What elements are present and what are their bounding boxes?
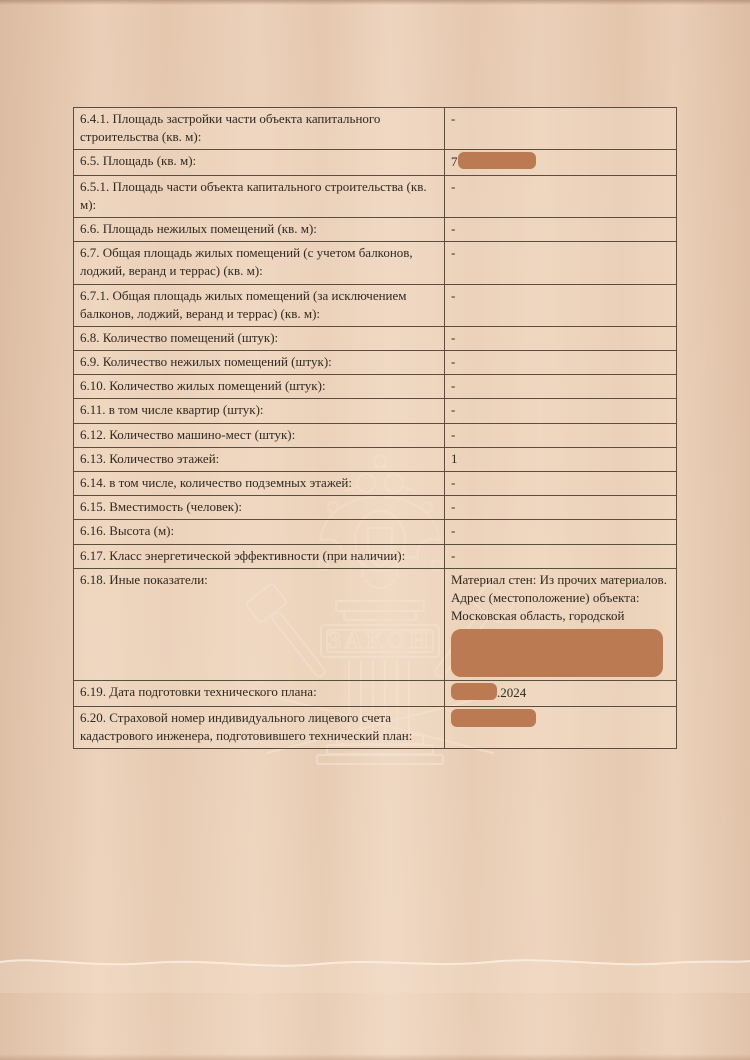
value-text: - [451, 287, 456, 303]
row-value [445, 108, 677, 150]
row-value [445, 681, 677, 706]
table-row [74, 351, 677, 375]
row-label: 6.6. Площадь нежилых помещений (кв. м): [74, 217, 445, 241]
row-value [445, 399, 677, 423]
table-row [74, 681, 677, 706]
row-label: 6.5.1. Площадь части объекта капитального строительства (кв. м): [74, 175, 445, 217]
value-text: - [451, 523, 456, 539]
attributes-table [73, 107, 677, 749]
row-label: 6.10. Количество жилых помещений (штук): [74, 375, 445, 399]
redaction-block [451, 629, 663, 677]
row-label: 6.15. Вместимость (человек): [74, 496, 445, 520]
value-text: - [451, 402, 456, 418]
table-row [74, 150, 677, 175]
table-row [74, 447, 677, 471]
attributes-table-body [74, 108, 677, 749]
row-label: 6.7.1. Общая площадь жилых помещений (за исключением балконов, лоджий, веранд и террас) (кв. м): [74, 284, 445, 326]
row-value [445, 351, 677, 375]
value-text: - [451, 111, 456, 126]
value-text: .2024 [497, 685, 527, 701]
table-row [74, 544, 677, 568]
row-value [445, 496, 677, 520]
row-value [445, 423, 677, 447]
value-text: - [451, 220, 456, 236]
row-label: 6.7. Общая площадь жилых помещений (с учетом балконов, лоджий, веранд и террас) (кв. м): [74, 242, 445, 284]
row-value [445, 284, 677, 326]
row-label: 6.13. Количество этажей: [74, 447, 445, 471]
page-top-edge [0, 0, 750, 5]
table-row [74, 326, 677, 350]
row-value [445, 326, 677, 350]
table-row [74, 472, 677, 496]
row-label: 6.8. Количество помещений (штук): [74, 326, 445, 350]
row-value [445, 175, 677, 217]
row-label: 6.18. Иные показатели: [74, 568, 445, 681]
table-row [74, 520, 677, 544]
value-text: - [451, 475, 456, 490]
value-text: - [451, 426, 456, 442]
value-text: - [451, 245, 456, 261]
table-row [74, 706, 677, 748]
row-value [445, 520, 677, 544]
row-label: 6.5. Площадь (кв. м): [74, 150, 445, 175]
value-text: - [451, 329, 456, 345]
value-text: - [451, 499, 456, 515]
table-row [74, 284, 677, 326]
table-row [74, 568, 677, 681]
table-row [74, 399, 677, 423]
value-text: - [451, 178, 456, 194]
table-row [74, 496, 677, 520]
value-text: 1 [451, 450, 458, 466]
value-text: - [451, 547, 456, 563]
row-value [445, 568, 677, 681]
row-label: 6.12. Количество машино-мест (штук): [74, 423, 445, 447]
watermark-label: ЗАКОН [327, 628, 433, 654]
redaction-block [458, 152, 536, 169]
row-value [445, 217, 677, 241]
row-value [445, 150, 677, 175]
value-text: 7 [451, 154, 458, 170]
row-label: 6.20. Страховой номер индивидуального лицевого счета кадастрового инженера, подготовившего технический план: [74, 706, 445, 748]
value-text: - [451, 354, 456, 370]
redaction-block [451, 683, 497, 700]
table-row [74, 217, 677, 241]
row-label: 6.17. Класс энергетической эффективности (при наличии): [74, 544, 445, 568]
row-value [445, 472, 677, 496]
row-label: 6.19. Дата подготовки технического плана: [74, 681, 445, 706]
row-label: 6.16. Высота (м): [74, 520, 445, 544]
row-label: 6.9. Количество нежилых помещений (штук): [74, 351, 445, 375]
row-value [445, 544, 677, 568]
redaction-block [451, 709, 536, 727]
row-value [445, 242, 677, 284]
row-value [445, 375, 677, 399]
row-label: 6.4.1. Площадь застройки части объекта капитального строительства (кв. м): [74, 108, 445, 150]
table-row [74, 108, 677, 150]
page-bottom-edge [0, 1054, 750, 1060]
row-label: 6.11. в том числе квартир (штук): [74, 399, 445, 423]
table-row [74, 242, 677, 284]
wave-decoration [0, 948, 750, 993]
value-text: Материал стен: Из прочих материалов. Адрес (местоположение) объекта: Московская область, городской [451, 571, 667, 624]
row-value [445, 447, 677, 471]
row-value [445, 706, 677, 748]
table-row [74, 423, 677, 447]
table-row [74, 175, 677, 217]
row-label: 6.14. в том числе, количество подземных этажей: [74, 472, 445, 496]
table-row [74, 375, 677, 399]
value-text: - [451, 378, 456, 394]
